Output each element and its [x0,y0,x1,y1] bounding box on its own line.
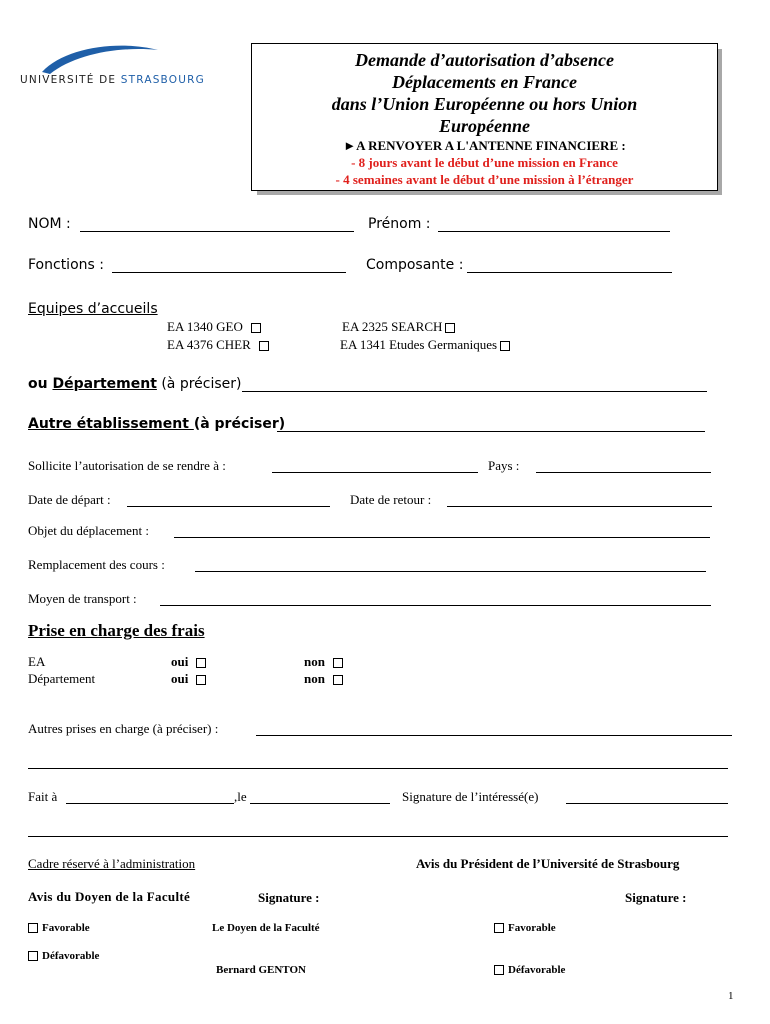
title-line-3: dans l’Union Européenne ou hors Union [331,94,638,114]
autre-etablissement-field[interactable] [277,431,705,432]
destination-field[interactable] [272,472,478,473]
university-logo-arc [40,42,160,74]
frais-ea-oui-checkbox[interactable] [196,658,206,668]
page-number: 1 [728,990,734,1002]
frais-dept-non-checkbox[interactable] [333,675,343,685]
equipes-heading: Equipes d’accueils [28,301,158,317]
departement-field[interactable] [242,391,707,392]
frais-ea-non: non [304,654,346,670]
cadre-admin-label: Cadre réservé à l’administration [28,856,196,871]
president-favorable-option: Favorable [494,922,556,934]
frais-dept-oui-checkbox[interactable] [196,675,206,685]
signature-interesse-field[interactable] [566,803,728,804]
ea-2325-option: EA 2325 SEARCH [342,319,458,335]
fonctions-field[interactable] [112,272,346,273]
ea-4376-option: EA 4376 CHER [167,337,272,353]
title-line-1: Demande d’autorisation d’absence [355,50,614,70]
avis-president-label: Avis du Président de l’Université de Strasbourg [416,856,680,871]
remplacement-field[interactable] [195,571,706,572]
frais-ea-label: EA [28,654,46,669]
doyen-name: Bernard GENTON [216,964,306,976]
autres-prises-label: Autres prises en charge (à préciser) : [28,721,219,736]
president-signature-label: Signature : [625,890,687,905]
composante-field[interactable] [467,272,672,273]
fait-a-field[interactable] [66,803,234,804]
deadline-abroad: - 4 semaines avant le début d’une mission à l’étranger [335,172,634,187]
doyen-defavorable-option: Défavorable [28,950,99,962]
date-retour-field[interactable] [447,506,712,507]
ea-1341-checkbox[interactable] [500,341,510,351]
nom-field[interactable] [80,231,354,232]
objet-label: Objet du déplacement : [28,523,149,538]
date-retour-label: Date de retour : [350,492,432,507]
date-signature-field[interactable] [250,803,390,804]
title-line-4: Européenne [438,116,530,136]
le-label: ,le [234,789,247,804]
frais-ea-oui: oui [171,654,209,670]
pays-field[interactable] [536,472,711,473]
autre-etablissement-label: Autre établissement (à préciser) [28,416,286,432]
president-defavorable-checkbox[interactable] [494,965,504,975]
title-line-2: Déplacements en France [392,72,577,92]
title-box [251,43,718,191]
frais-ea-non-checkbox[interactable] [333,658,343,668]
prenom-label: Prénom : [368,216,431,232]
frais-dept-non: non [304,671,346,687]
pays-label: Pays : [488,458,520,473]
frais-dept-oui: oui [171,671,209,687]
ea-1340-option: EA 1340 GEO [167,319,264,335]
president-favorable-checkbox[interactable] [494,923,504,933]
return-instruction: ►A RENVOYER A L'ANTENNE FINANCIERE : [343,138,626,153]
ea-1341-option: EA 1341 Etudes Germaniques [340,337,513,353]
moyen-transport-field[interactable] [160,605,711,606]
doyen-title: Le Doyen de la Faculté [212,922,320,934]
deadline-france: - 8 jours avant le début d’une mission en France [351,155,618,170]
signature-interesse-label: Signature de l’intéressé(e) [402,789,539,804]
president-defavorable-option: Défavorable [494,964,565,976]
fonctions-label: Fonctions : [28,257,104,273]
prenom-field[interactable] [438,231,670,232]
ea-1340-checkbox[interactable] [251,323,261,333]
ea-4376-checkbox[interactable] [259,341,269,351]
doyen-favorable-checkbox[interactable] [28,923,38,933]
remplacement-label: Remplacement des cours : [28,557,165,572]
fait-a-label: Fait à [28,789,58,804]
autres-prises-field[interactable] [256,735,732,736]
frais-heading: Prise en charge des frais [28,621,205,640]
moyen-transport-label: Moyen de transport : [28,591,137,606]
date-depart-field[interactable] [127,506,330,507]
nom-label: NOM : [28,216,71,232]
doyen-defavorable-checkbox[interactable] [28,951,38,961]
doyen-favorable-option: Favorable [28,922,90,934]
university-logo-text: UNIVERSITÉ DE STRASBOURG [20,74,205,86]
separator-line [28,836,728,837]
doyen-signature-label: Signature : [258,890,320,905]
autres-prises-field-2[interactable] [28,768,728,769]
avis-doyen-label: Avis du Doyen de la Faculté [28,889,191,904]
composante-label: Composante : [366,257,464,273]
departement-label: ou Département (à préciser) [28,376,242,392]
date-depart-label: Date de départ : [28,492,111,507]
ea-2325-checkbox[interactable] [445,323,455,333]
objet-field[interactable] [174,537,710,538]
sollicite-label: Sollicite l’autorisation de se rendre à : [28,458,226,473]
frais-departement-label: Département [28,671,96,686]
